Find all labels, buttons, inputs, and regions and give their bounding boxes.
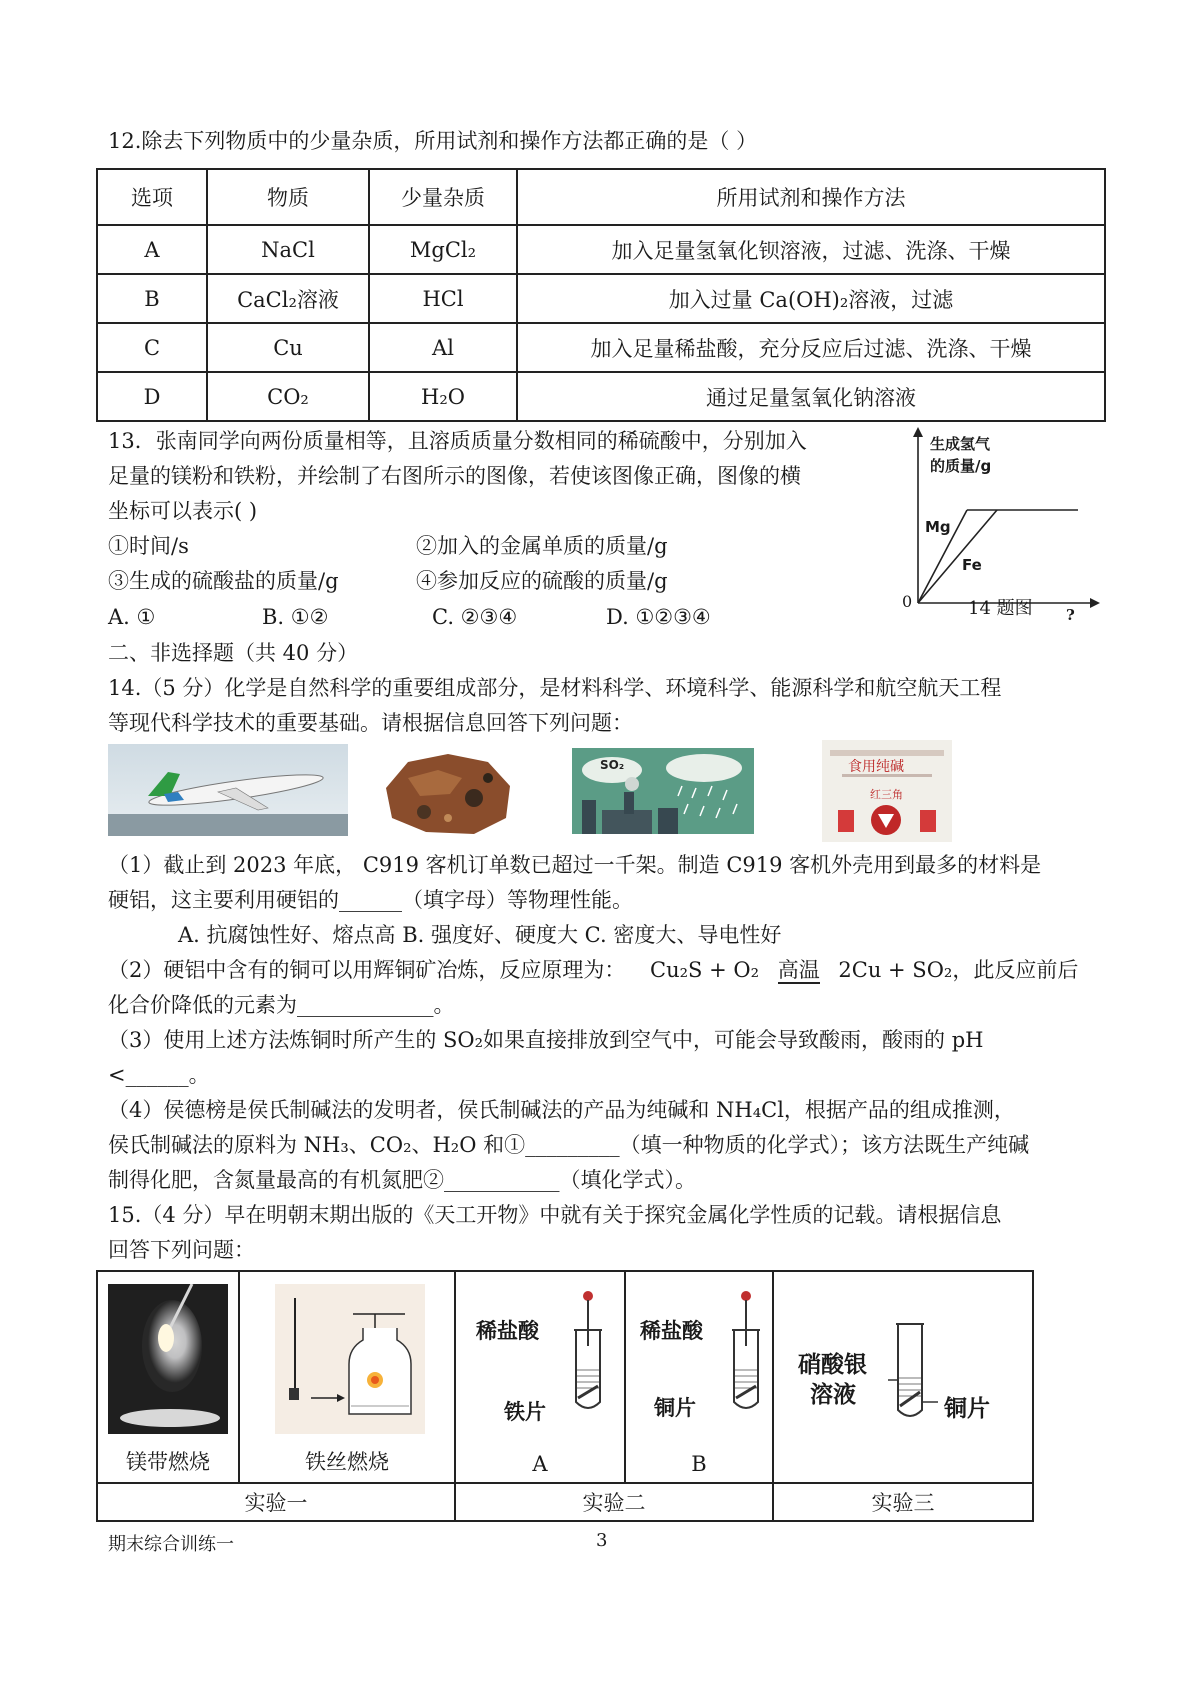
graph-fe-label: Fe — [962, 556, 982, 574]
q14-p3b: <______。 — [108, 1063, 210, 1087]
iron-burning-image — [275, 1284, 425, 1434]
q13-opt2: ②加入的金属单质的质量/g — [416, 534, 668, 558]
table-header-row — [97, 169, 1105, 225]
q14-line2: 等现代科学技术的重要基础。请根据信息回答下列问题： — [108, 711, 633, 735]
q14-p2a-text: （2）硬铝中含有的铜可以用辉铜矿冶炼，反应原理为： — [108, 958, 626, 982]
label-copper-sheet-c: 铜片 — [944, 1396, 990, 1422]
q13-choice-a: A. ① — [108, 605, 156, 629]
q12-table — [96, 168, 1106, 422]
header-substance: 物质 — [207, 169, 369, 225]
magnesium-burning-image — [108, 1284, 228, 1434]
q14-p4c: 制得化肥，含氮量最高的有机氮肥②___________（填化学式）。 — [108, 1168, 696, 1192]
table-row — [97, 225, 1105, 274]
row-impurity: H₂O — [369, 372, 517, 421]
footer-title: 期末综合训练一 — [108, 1534, 234, 1555]
q13-opt3: ③生成的硫酸盐的质量/g — [108, 569, 339, 593]
label-dilute-hcl-b: 稀盐酸 — [640, 1319, 703, 1343]
q14-p3a: （3）使用上述方法炼铜时所产生的 SO₂如果直接排放到空气中，可能会导致酸雨，酸雨的 pH — [108, 1028, 984, 1052]
q13-choice-d: D. ①②③④ — [606, 605, 711, 629]
q14-p2b: 化合价降低的元素为_____________。 — [108, 993, 455, 1017]
q13-opt1: ①时间/s — [108, 534, 189, 558]
q13-choice-b: B. ①② — [262, 605, 329, 629]
row-option: C — [97, 323, 207, 372]
label-silver-nitrate-1: 硝酸银 — [798, 1352, 867, 1378]
q14-p2a — [108, 953, 1078, 987]
equation-left: Cu₂S + O₂ — [650, 958, 760, 982]
test-tube-b-icon — [726, 1290, 776, 1420]
graph-x-question: ? — [1066, 606, 1075, 624]
label-iron-sheet: 铁片 — [504, 1400, 546, 1424]
test-tube-silver-nitrate-icon — [888, 1318, 938, 1428]
q13-opt4: ④参加反应的硫酸的质量/g — [416, 569, 668, 593]
y-axis-arrow — [913, 427, 923, 437]
label-exp3: 实验三 — [773, 1483, 1033, 1521]
label-silver-nitrate-2: 溶液 — [810, 1382, 856, 1408]
q14-p1b: 硬铝，这主要利用硬铝的______（填字母）等物理性能。 — [108, 888, 633, 912]
caption-mg-burning: 镁带燃烧 — [126, 1450, 210, 1474]
page-number: 3 — [596, 1530, 608, 1551]
label-exp2: 实验二 — [455, 1483, 773, 1521]
q13-line3: 坐标可以表示( ) — [108, 499, 258, 523]
q14-p1c: A. 抗腐蚀性好、熔点高 B. 强度好、硬度大 C. 密度大、导电性好 — [178, 923, 782, 947]
q14-p1a: （1）截止到 2023 年底， C919 客机订单数已超过一千架。制造 C919 客机外壳用到最多的材料是 — [108, 853, 1042, 877]
graph-origin: 0 — [902, 592, 913, 611]
row-substance: CaCl₂溶液 — [207, 274, 369, 323]
graph-mg-label: Mg — [925, 518, 951, 536]
graph-ylabel-1: 生成氢气 — [930, 435, 991, 453]
graph-caption: 14 题图 — [968, 598, 1033, 619]
row-substance: CO₂ — [207, 372, 369, 421]
q15-line2: 回答下列问题： — [108, 1238, 255, 1262]
table-row — [97, 1483, 1033, 1521]
q14-p2a-end: ，此反应前后 — [952, 958, 1079, 982]
so2-label: SO₂ — [600, 758, 625, 772]
row-option: A — [97, 225, 207, 274]
row-method: 加入足量氢氧化钡溶液，过滤、洗涤、干燥 — [517, 225, 1105, 274]
row-option: B — [97, 274, 207, 323]
table-row — [97, 323, 1105, 372]
q12-stem: 12.除去下列物质中的少量杂质，所用试剂和操作方法都正确的是（ ） — [108, 129, 758, 153]
caption-a: A — [532, 1452, 548, 1476]
caption-b: B — [691, 1452, 707, 1476]
equation-condition: 高温 — [777, 958, 820, 982]
row-impurity: Al — [369, 323, 517, 372]
row-impurity: MgCl₂ — [369, 225, 517, 274]
table-row — [97, 274, 1105, 323]
row-substance: Cu — [207, 323, 369, 372]
q14-line1: 14.（5 分）化学是自然科学的重要组成部分，是材料科学、环境科学、能源科学和航空航天工程 — [108, 676, 1002, 700]
header-impurity: 少量杂质 — [369, 169, 517, 225]
q14-p4a: （4）侯德榜是侯氏制碱法的发明者，侯氏制碱法的产品为纯碱和 NH₄Cl，根据产品的组成推测， — [108, 1098, 1015, 1122]
q13-line2: 足量的镁粉和铁粉，并绘制了右图所示的图像，若使该图像正确，图像的横 — [108, 464, 801, 488]
label-copper-sheet-b: 铜片 — [654, 1396, 696, 1420]
label-exp1: 实验一 — [97, 1483, 455, 1521]
caption-fe-burning: 铁丝燃烧 — [305, 1450, 389, 1474]
label-dilute-hcl-a: 稀盐酸 — [476, 1319, 539, 1343]
header-method: 所用试剂和操作方法 — [517, 169, 1105, 225]
graph-ylabel-2: 的质量/g — [930, 457, 992, 475]
q15-line1: 15.（4 分）早在明朝末期出版的《天工开物》中就有关于探究金属化学性质的记载。请根据信息 — [108, 1203, 1002, 1227]
header-option: 选项 — [97, 169, 207, 225]
soda-brand-label: 红三角 — [870, 788, 903, 801]
row-method: 通过足量氢氧化钠溶液 — [517, 372, 1105, 421]
table-row — [97, 372, 1105, 421]
row-method: 加入足量稀盐酸，充分反应后过滤、洗涤、干燥 — [517, 323, 1105, 372]
chalcocite-ore-image — [378, 748, 518, 838]
q14-p4b: 侯氏制碱法的原料为 NH₃、CO₂、H₂O 和①_________（填一种物质的化学式）；该方法既生产纯碱 — [108, 1133, 1030, 1157]
equation-right: 2Cu + SO₂ — [838, 958, 953, 982]
row-impurity: HCl — [369, 274, 517, 323]
test-tube-a-icon — [568, 1290, 618, 1420]
soda-bag-label: 食用纯碱 — [848, 759, 904, 775]
q13-choice-c: C. ②③④ — [432, 605, 518, 629]
x-axis-arrow — [1090, 598, 1100, 608]
row-option: D — [97, 372, 207, 421]
row-substance: NaCl — [207, 225, 369, 274]
row-method: 加入过量 Ca(OH)₂溶液，过滤 — [517, 274, 1105, 323]
section-title: 二、非选择题（共 40 分） — [108, 641, 359, 665]
q13-line1: 13．张南同学向两份质量相等，且溶质质量分数相同的稀硫酸中，分别加入 — [108, 429, 807, 453]
c919-airplane-image — [108, 744, 348, 836]
